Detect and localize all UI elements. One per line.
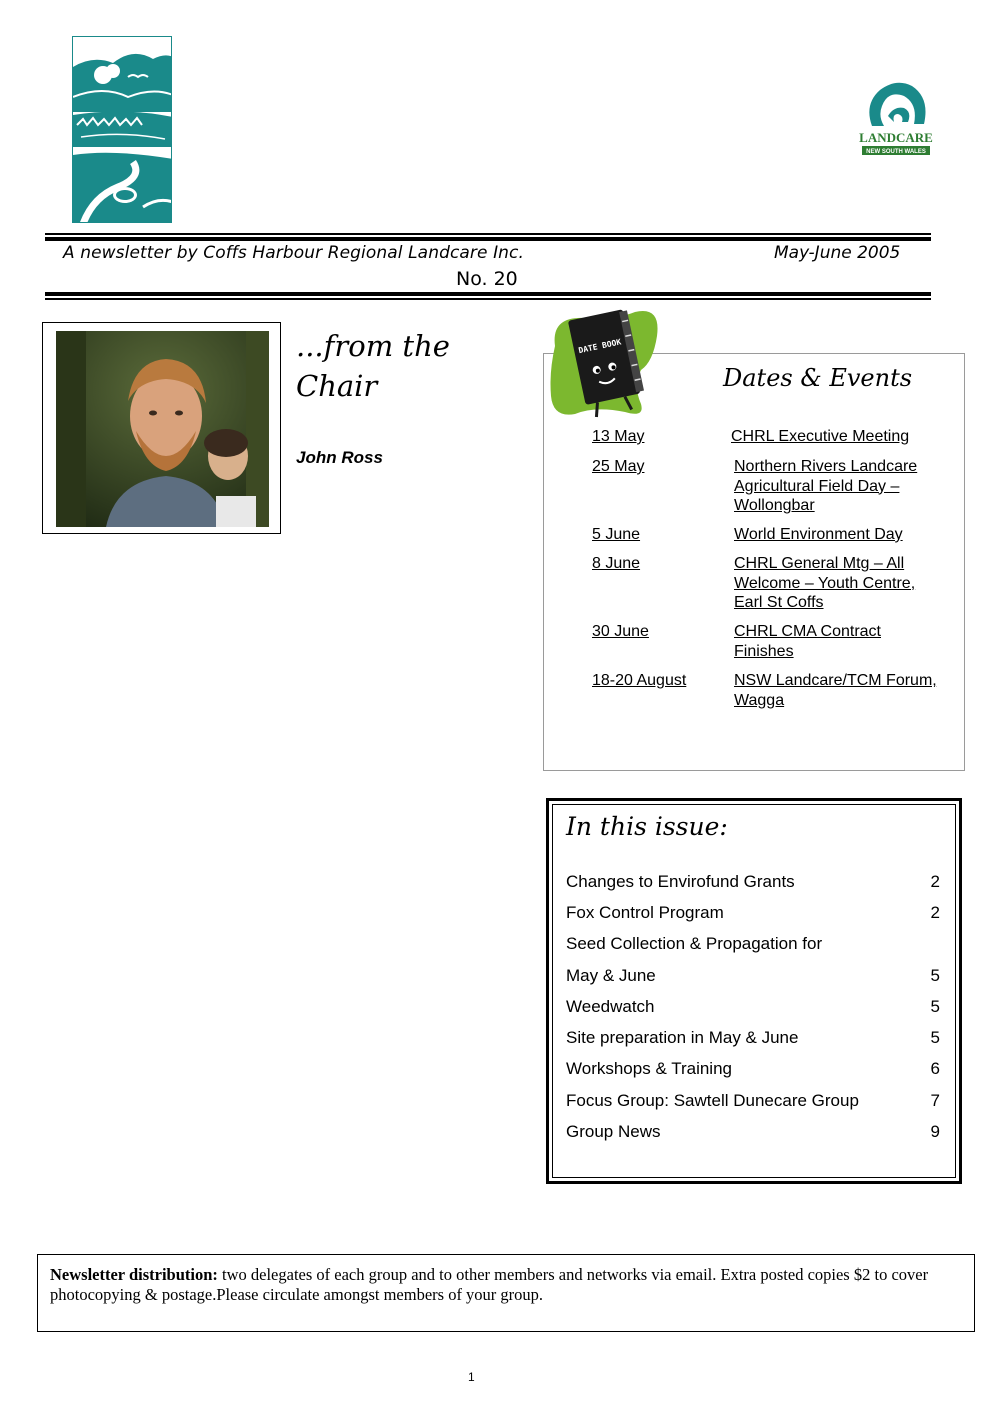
toc-item-label: Site preparation in May & June [566,1028,799,1047]
distribution-label: Newsletter distribution: [50,1265,218,1284]
chair-author: John Ross [296,448,383,467]
toc-item [566,1122,940,1142]
chair-heading: ...from the Chair [296,329,450,403]
toc-item-page: 5 [930,997,940,1016]
toc-item-page: 5 [930,1028,940,1047]
issue-number: No. 20 [456,268,518,290]
dates-events-heading: Dates & Events [723,364,913,392]
event-date: 30 June [592,623,649,640]
event-date: 25 May [592,458,645,475]
landcare-nsw-logo [858,76,934,160]
landcare-hand-icon [858,76,934,160]
toc-item-label: Workshops & Training [566,1059,732,1078]
event-date: 18-20 August [592,672,687,689]
portrait-icon [56,331,269,527]
chrl-logo [72,36,172,223]
event-description: World Environment Day [734,526,903,543]
page-number: 1 [468,1370,475,1384]
event-description: CHRL CMA Contract Finishes [734,623,881,660]
masthead-top-rule-thick [45,237,931,241]
toc-item-label: Fox Control Program [566,903,724,922]
landcare-wordmark: LANDCARE [859,130,933,145]
toc-item-page: 2 [930,903,940,922]
in-this-issue-heading: In this issue: [566,812,728,841]
distribution-text: two delegates of each group and to other members and networks via email. Extra posted copies $2 to cover photocopying & postage.Please circulate amongst members of your group. [50,1265,929,1304]
toc-item-page: 7 [930,1091,940,1110]
event-description: CHRL General Mtg – All Welcome – Youth Centre, Earl St Coffs [734,555,916,611]
landscape-logo-icon [73,37,172,223]
toc-item-label: Group News [566,1122,661,1141]
toc-item-label: May & June [566,966,656,985]
toc-item [566,1091,940,1111]
toc-item [566,966,940,986]
toc-item [566,934,940,954]
toc-item-page: 9 [930,1122,940,1141]
chair-photo [56,331,269,527]
nsw-wordmark: NEW SOUTH WALES [866,149,926,155]
toc-item [566,872,940,892]
toc-item-label: Changes to Envirofund Grants [566,872,795,891]
toc-item [566,903,940,923]
distribution-notice [37,1254,975,1332]
event-date: 13 May [592,428,645,445]
toc-item [566,997,940,1017]
event-description: Northern Rivers Landcare Agricultural Field Day – Wollongbar [734,458,918,514]
toc-item-label: Focus Group: Sawtell Dunecare Group [566,1091,859,1110]
toc-item-page: 6 [930,1059,940,1078]
datebook-mascot [545,306,663,418]
event-date: 8 June [592,555,641,572]
chair-photo-frame [42,322,281,534]
issue-date: May-June 2005 [774,243,901,263]
event-description: CHRL Executive Meeting [731,428,910,445]
datebook-label: DATE BOOK [577,337,622,356]
datebook-icon [545,306,663,418]
masthead-bottom-rule-thick [45,292,931,296]
toc-item-label: Seed Collection & Propagation for [566,934,823,953]
masthead-bottom-rule-thin [45,298,931,300]
toc-item-page: 2 [930,872,940,891]
event-description: NSW Landcare/TCM Forum, Wagga [734,672,937,709]
newsletter-tagline: A newsletter by Coffs Harbour Regional Landcare Inc. [63,243,525,263]
toc-item [566,1059,940,1079]
toc-item-label: Weedwatch [566,997,655,1016]
toc-item [566,1028,940,1048]
event-date: 5 June [592,526,641,543]
masthead-top-rule-thin [45,233,931,235]
toc-item-page: 5 [930,966,940,985]
